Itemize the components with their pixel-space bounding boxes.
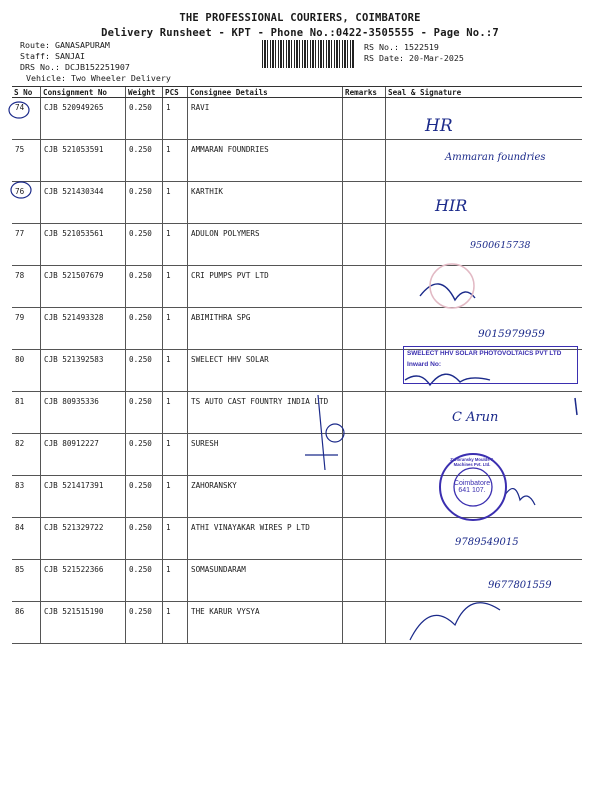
- row-consignee: ADULON POLYMERS: [188, 224, 343, 266]
- swelect-stamp-inward: Inward No:: [407, 361, 442, 368]
- row-pcs: 1: [163, 392, 188, 434]
- column-header: Weight: [126, 87, 163, 98]
- row-consignee: SOMASUNDARAM: [188, 560, 343, 602]
- route: Route: GANASAPURAM: [20, 40, 110, 50]
- row-remarks: [343, 560, 386, 602]
- column-header: Consignment No: [41, 87, 126, 98]
- drs-number: DRS No.: DCJB152251907: [20, 62, 130, 72]
- row-pcs: 1: [163, 518, 188, 560]
- table-row: [12, 602, 582, 644]
- row-weight: 0.250: [126, 560, 163, 602]
- row-seal-signature: [386, 182, 583, 224]
- row-weight: 0.250: [126, 518, 163, 560]
- row-consignment-no: CJB 80935336: [41, 392, 126, 434]
- barcode: [262, 40, 354, 68]
- row-pcs: 1: [163, 140, 188, 182]
- row-seal-signature: [386, 98, 583, 140]
- column-header: PCS: [163, 87, 188, 98]
- row-consignment-no: CJB 521053591: [41, 140, 126, 182]
- row-pcs: 1: [163, 182, 188, 224]
- row-sno: 74: [12, 98, 41, 140]
- row-consignment-no: CJB 520949265: [41, 98, 126, 140]
- table-header-row: [12, 87, 582, 98]
- row-sno: 78: [12, 266, 41, 308]
- row-pcs: 1: [163, 476, 188, 518]
- row-consignment-no: CJB 521417391: [41, 476, 126, 518]
- row-consignment-no: CJB 521493328: [41, 308, 126, 350]
- column-header: Seal & Signature: [386, 87, 583, 98]
- row-sno: 75: [12, 140, 41, 182]
- row-pcs: 1: [163, 434, 188, 476]
- signature-row-74: HR: [425, 116, 453, 136]
- table-row: [12, 266, 582, 308]
- vehicle: Vehicle: Two Wheeler Delivery: [26, 73, 171, 83]
- signature-row-77: 9500615738: [470, 240, 531, 251]
- row-weight: 0.250: [126, 182, 163, 224]
- row-weight: 0.250: [126, 476, 163, 518]
- row-weight: 0.250: [126, 266, 163, 308]
- row-sno: 83: [12, 476, 41, 518]
- row-remarks: [343, 518, 386, 560]
- row-remarks: [343, 476, 386, 518]
- swelect-stamp: [403, 346, 578, 384]
- row-pcs: 1: [163, 224, 188, 266]
- row-weight: 0.250: [126, 350, 163, 392]
- row-sno: 81: [12, 392, 41, 434]
- row-weight: 0.250: [126, 434, 163, 476]
- column-header: Remarks: [343, 87, 386, 98]
- row-weight: 0.250: [126, 602, 163, 644]
- table-row: [12, 98, 582, 140]
- row-consignee: SURESH: [188, 434, 343, 476]
- row-sno: 77: [12, 224, 41, 266]
- row-sno: 86: [12, 602, 41, 644]
- row-pcs: 1: [163, 308, 188, 350]
- row-remarks: [343, 350, 386, 392]
- zahoransky-seal-ring: Zahoransky Moulds & Machines Pvt. Ltd.: [450, 457, 494, 467]
- signature-row-79: 9015979959: [478, 328, 545, 340]
- row-remarks: [343, 308, 386, 350]
- row-remarks: [343, 224, 386, 266]
- row-consignment-no: CJB 521053561: [41, 224, 126, 266]
- row-weight: 0.250: [126, 308, 163, 350]
- row-consignee: ABIMITHRA SPG: [188, 308, 343, 350]
- row-sno: 79: [12, 308, 41, 350]
- row-pcs: 1: [163, 266, 188, 308]
- row-consignment-no: CJB 521522366: [41, 560, 126, 602]
- staff: Staff: SANJAI: [20, 51, 85, 61]
- row-consignment-no: CJB 521329722: [41, 518, 126, 560]
- row-consignment-no: CJB 521515190: [41, 602, 126, 644]
- row-pcs: 1: [163, 98, 188, 140]
- runsheet-subtitle: Delivery Runsheet - KPT - Phone No.:0422-3505555 - Page No.:7: [101, 27, 499, 39]
- column-header: S No: [12, 87, 41, 98]
- row-remarks: [343, 602, 386, 644]
- row-sno: 82: [12, 434, 41, 476]
- row-remarks: [343, 182, 386, 224]
- row-remarks: [343, 434, 386, 476]
- row-remarks: [343, 392, 386, 434]
- signature-row-85: 9677801559: [488, 580, 552, 591]
- row-consignee: AMMARAN FOUNDRIES: [188, 140, 343, 182]
- row-consignee: KARTHIK: [188, 182, 343, 224]
- row-consignee: THE KARUR VYSYA: [188, 602, 343, 644]
- row-weight: 0.250: [126, 98, 163, 140]
- zahoransky-seal-pin: 641 107.: [458, 487, 486, 495]
- row-pcs: 1: [163, 350, 188, 392]
- row-consignment-no: CJB 521430344: [41, 182, 126, 224]
- row-seal-signature: [386, 602, 583, 644]
- row-consignee: SWELECT HHV SOLAR: [188, 350, 343, 392]
- row-sno: 80: [12, 350, 41, 392]
- row-seal-signature: [386, 560, 583, 602]
- row-remarks: [343, 98, 386, 140]
- table-row: [12, 182, 582, 224]
- row-remarks: [343, 140, 386, 182]
- row-consignment-no: CJB 521507679: [41, 266, 126, 308]
- row-consignee: ZAHORANSKY: [188, 476, 343, 518]
- row-consignee: ATHI VINAYAKAR WIRES P LTD: [188, 518, 343, 560]
- row-consignee: TS AUTO CAST FOUNTRY INDIA LTD: [188, 392, 343, 434]
- zahoransky-seal-city: Coimbatore: [453, 480, 491, 488]
- signature-row-82: C Arun: [452, 410, 499, 425]
- zahoransky-seal: [441, 456, 503, 518]
- row-seal-signature: [386, 266, 583, 308]
- row-sno: 76: [12, 182, 41, 224]
- row-remarks: [343, 266, 386, 308]
- signature-row-75: Ammaran foundries: [445, 152, 546, 163]
- swelect-stamp-name: SWELECT HHV SOLAR PHOTOVOLTAICS PVT LTD: [407, 350, 562, 357]
- row-sno: 84: [12, 518, 41, 560]
- row-weight: 0.250: [126, 140, 163, 182]
- row-pcs: 1: [163, 560, 188, 602]
- company-title: THE PROFESSIONAL COURIERS, COIMBATORE: [179, 12, 421, 24]
- row-consignment-no: CJB 80912227: [41, 434, 126, 476]
- row-consignee: RAVI: [188, 98, 343, 140]
- row-consignee: CRI PUMPS PVT LTD: [188, 266, 343, 308]
- row-consignment-no: CJB 521392583: [41, 350, 126, 392]
- row-sno: 85: [12, 560, 41, 602]
- signature-row-84: 9789549015: [455, 537, 519, 548]
- row-weight: 0.250: [126, 224, 163, 266]
- rs-date: RS Date: 20-Mar-2025: [364, 53, 464, 63]
- signature-row-76: HIR: [435, 196, 468, 215]
- row-weight: 0.250: [126, 392, 163, 434]
- rs-number: RS No.: 1522519: [364, 42, 439, 52]
- row-pcs: 1: [163, 602, 188, 644]
- column-header: Consignee Details: [188, 87, 343, 98]
